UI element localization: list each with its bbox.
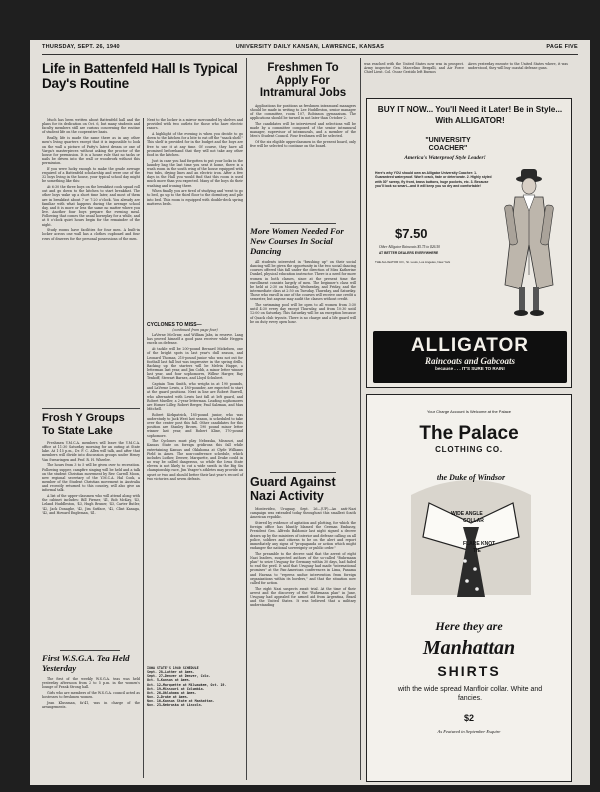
paragraph: The first of the weekly W.S.G.A. teas was held yesterday afternoon from 2 to 5 p.m. in the women's lounge of Frank Strong hall. (42, 677, 140, 690)
paragraph: Freshmen Y.M.C.A. members will leave the Y.M.C.A. office at 11:30 Saturday morning for an outing at State lake. At 1:15 p.m., Dr. F. C. Allen will talk, and after that members will divide into discussion groups under Henry Van Swearingen and Prof. R. H. Wheeler. (42, 441, 140, 462)
paragraph: At 6:30 the three boys on the breakfast cook squad roll out and go down to the kitchen to start breakfast. The other boys wake up a short time later, and most of them are in breakfast about 7 or 7:20 o'clock. You already are familiar with what happens during the average school day, and it is more or less the same no matter where you live. Another four boys prepare the evening meal. Following that comes the usual horseplay for a while, and at 8 o'clock quiet hours begin for the remainder of the night. (42, 185, 140, 227)
wsga-story (42, 653, 140, 783)
shirt-description: with the wide spread Manfloir collar. White and fancies. (397, 686, 543, 702)
paragraph: Girls who are members of the W.S.G.A. council acted as hostesses to freshmen women. (42, 691, 140, 700)
schedule-game: Sept. 27—Denver at Denver, Colo. (147, 674, 211, 679)
alligator-brand: ALLIGATOR (410, 335, 530, 356)
callout-wide-angle: WIDE ANGLE (451, 511, 483, 517)
manhattan-brand: Manhattan (422, 637, 516, 659)
frosh-headline: Frosh Y Groups To State Lake (42, 412, 125, 437)
alligator-ad (366, 98, 572, 388)
alligator-banner (373, 331, 567, 383)
paragraph: Montevideo, Uruguay, Sept. 26—(UP)—An anti-Nazi campaign was extended today throughout this smallest South American republic. (250, 507, 356, 520)
paragraph: At tackle will be 200-pound Bernard Mickelsen, one of the bright spots in last year's dull season, and Leonard Thomas, 210-pound junior who was not out for football last fall but was impressive in the spring drills. Backing up the starters will be Melvin Happe, a letterman last year, and Jim Cobb, a minor letter winner last year, and four sophomores, Wilbur Harger, Ray Tenhoff, Stewart Barnes, and Lloyd Schubert. (147, 347, 243, 381)
paragraph: Robert Kirkpatrick, 185-pound junior, who was understudy to Jack West last season, is scheduled to take over the center post this fall. Other candidates for this position are Stanley Brown, 190 pound minor letter winner last year, and Robert Kline, 170-pound sophomore. (147, 412, 243, 438)
paragraph: Much has been written about Battenfeld hall and the plans for its dedication on Oct. 6, but many students and faculty members still are curious concerning the routine of student life on the cooperative basis. (42, 118, 140, 135)
paragraph: The hours from 3 to 5 will be given over to recreation. Following supper, campfire singing will be held and a talk on the student Christian movement by Rev. Carroll Moon, new regional secretary of the Y.M.C.A. Hal Cook, a member of the Student Christian movement in Australia and recently returned to this country, will also give an informal talk. (42, 463, 140, 493)
column-rule (246, 58, 247, 780)
palace-ad (366, 394, 572, 782)
battenfeld-continued (147, 118, 243, 318)
paragraph: was reached with the United States now was in prospect. Army inspector Gen. Marcelino Bergalli, and Air Force Chief Lieut. Col. Oscar Gestido left Buenos (364, 62, 464, 75)
schedule-title: IOWA STATE'S 1940 SCHEDULE (147, 666, 199, 670)
alligator-subtitle: America's Waterproof Style Leader! (404, 155, 486, 161)
newspaper-page (30, 40, 590, 785)
intramural-story (250, 62, 356, 222)
paragraph: Just in case you had forgotten to put your locks in the laundry bag the last time you sent it home, there is a wash room in the south wing of the house equipped with two tubs, drying lines and an electric iron. After a few days in the Hall you would find that this room is used much more than you expected. Many of the boys do their washing and ironing there. (147, 158, 243, 188)
paragraph: When finally you are tired of studying and 'went to go to bed, go up to the third floor to the dormitory and pile into bed. This room is equipped with double-deck spring mattress beds. (147, 189, 243, 206)
paragraph: The preamble to the decree said that the arrest of eight Nazi leaders, suspected authors of the so-called "Buhrmann plan" to seize Uruguay for Germany within 30 days, had failed to end the peril. It said that Uruguay had made "international promises" at the Pan-American conferences in Lima, Panama and Havana to "repress undue intervention from foreign organizations within its borders," and that the situation now called for action. (250, 551, 356, 585)
dancing-story (250, 226, 356, 471)
shirt-price: $2 (463, 713, 474, 723)
intramural-headline: Freshmen To Apply For Intramural Jobs (259, 62, 347, 99)
shirts-label: SHIRTS (437, 663, 501, 679)
paragraph: A list of the upper-classmen who will attend along with the cabinet includes: Bill Firmer, '41, Bob McKay, '43, Leland Huddleston, '43, Hugh Bruner, '43, Carter Butler, '42, Jack Donaghe, '42, Jim Sutface, '42, Clint Kanaga, '42, and Howard Engleman, '41. (42, 494, 140, 515)
story-divider (42, 408, 140, 409)
battenfeld-body (42, 118, 140, 241)
header-rule (42, 54, 578, 55)
nazi-continued (364, 62, 464, 94)
cyclones-story (147, 322, 243, 664)
paragraph: The candidates will be interviewed and selections will be made by a committee composed of the senior intramural manager, supervisor of intramurals, and a member of the Men's Student Council. Four freshmen will be selected. (250, 121, 356, 139)
paragraph: The swimming pool will be open to all women from 3:30 until 4:30 every day except Thursday, and from 10:30 until 12:00 on Saturday. This Saturday will be an exception because of Quack club tryouts. There is no charge and a life guard will be on duty every open hour. (250, 303, 356, 324)
story-divider (60, 650, 120, 651)
shirt-collar-illustration (401, 465, 541, 605)
cyclones-jump-note: (continued from page four) (172, 328, 218, 332)
alligator-headline: BUY IT NOW... You'll Need it Later! Be in Style... With ALLIGATOR! (377, 105, 563, 125)
alligator-price: $7.50 (395, 226, 428, 241)
schedule-game: Oct. 26—Oklahoma at Ames. (147, 690, 197, 695)
palace-welcome: Your Charge Account Is Welcome at the Palace (426, 409, 512, 414)
paragraph: If you were lucky enough to make the grade average required of a Battenfeld scholarship and were one of the 32 boys living in the house, your typical school day might be something like this: (42, 166, 140, 184)
paragraph: Study rooms have facilities for four men. A built-in locker across one wall has a clothes cupboard and four rows of drawers for the personal possessions of the men. (42, 228, 140, 241)
man-in-raincoat-illustration (495, 165, 565, 325)
paragraph: A highlight of the evening is when you decide to go down to the kitchen for a bite to eat off the "snack shelf." This shelf is provided for in the budget and the boys are free to use it at any time. Of course, they have all promised beforehand that they will not take any other food in the kitchen. (147, 132, 243, 157)
issue-date: THURSDAY, SEPT. 26, 1940 (42, 44, 120, 50)
paragraph: Applications for positions as freshmen intramural managers should be made in writing to Lee Huddleston, senior manager of the committee, room 107, Robinson gymnasium. The applications should be turned in not later than October 2. (250, 103, 356, 120)
paragraph: Stirred by evidence of agitation and plotting, for which the foreign office has bluntly blamed the German Embassy, President Gen. Alfredo Baldomir last night signed a decree drawn up by the ministers of interior and defense calling on all police, soldiers and citizens to be on the alert and report immediately any signs of "propaganda or action which might endanger the national sovereignty or public order." (250, 521, 356, 550)
nazi-continued-2 (468, 62, 568, 94)
schedule-game: Oct. 19—Missouri at Columbia. (147, 686, 205, 691)
alligator-other-price: Other Alligator Raincoats $5.75 to $26.50 (379, 245, 440, 249)
battenfeld-headline: Life in Battenfeld Hall Is Typical Day's Routine (42, 61, 238, 91)
cyclones-headline: CYCLONES TO MISS— (147, 322, 202, 328)
callout-tie: TIE (473, 548, 481, 554)
schedule-game: Oct. 12—Marquette at Milwaukee, Oct. 19. (147, 682, 227, 687)
esquire-note: As Featured in September Esquire (437, 729, 501, 734)
schedule-game: Nov. 2—Drake at Ames. (147, 695, 189, 700)
callout-flare-knot: FLARE KNOT (463, 541, 496, 547)
collar-style-name: the Duke of Windsor (436, 473, 506, 482)
callout-collar: COLLAR (463, 518, 484, 524)
schedule-game: Sept. 28—Luther at Ames. (147, 670, 195, 675)
column-rule (143, 118, 144, 778)
alligator-dealers: AT BETTER DEALERS EVERYWHERE (379, 251, 439, 255)
nazi-story (250, 476, 356, 782)
palace-name: The Palace (419, 423, 519, 444)
page-number: PAGE FIVE (546, 44, 578, 50)
alligator-maker: THE ALLIGATOR CO., St. Louis, Los Angeles, New York (375, 260, 451, 264)
masthead: UNIVERSITY DAILY KANSAN, LAWRENCE, KANSAS (235, 44, 385, 50)
schedule-game: Nov. 16—Kansas State at Manhattan. (147, 699, 215, 704)
paragraph: LaVerne McGraw, and William Jabs, in reserve. Lang has proved himself a good pass receiver while Heggen excels on defense. (147, 333, 243, 346)
paragraph: Aires yesterday enroute to the United States where, it was understood, they will buy coastal defense guns. (468, 62, 568, 71)
story-divider (270, 223, 336, 224)
alligator-copy: Here's why YOU should own an Alligator University Coacher: 1. Guaranteed waterproof. Won't crack, fade or deteriorate. 2. Highly styled with 30" sweep, fly front, brass buttons, huge pockets, etc. 3. Because you'll look so smart—and it will keep you so dry and comfortable! (375, 171, 492, 188)
paragraph: The eight Nazi suspects await trial. At the time of their arrest and the discovery of the "Buhrmann plan" in June, Uruguay had appealed for armed aid from Argentina, Brazil and the United States. It was believed that a military understanding (250, 586, 356, 608)
alligator-model: "UNIVERSITY COACHER" (425, 137, 471, 152)
paragraph: Really, life is made the same there as in any other men's living quarters except that it is impossible to look on the wall a picture of Patty's latest dream or one of Varga's masterpieces without asking the proctor of the house for permission. It is a house rule that no tacks or nails be driven into the wall or woodwork without this permission. (42, 136, 140, 166)
dancing-headline: More Women Needed For New Courses In Social Dancing (250, 226, 344, 256)
nazi-headline: Guard Against Nazi Activity (250, 475, 336, 503)
column-rule (360, 58, 361, 780)
frosh-story (42, 412, 140, 647)
alligator-tagline: Raincoats and Gabcoats (424, 356, 515, 366)
paragraph: Captain Tom Smith, who weighs in at 190 pounds, and LaVerne Lewis, a 180-pounder, are expected to start at the guard positions. Next in line are Robert Burrell, who alternated with Lewis last fall at left guard, and Robert Mueller, a 2-year letterman. Leading sophomores are Homer Lilley, Robert Berger, Paul Salzman, and Max Mitchell. (147, 382, 243, 411)
schedule-box (147, 666, 243, 784)
schedule-game: Oct. 5—Kansas at Ames. (147, 678, 191, 683)
paragraph: All students interested in "brushing up" on their social dancing will be given the opportunity in the two social dancing courses offered this fall under the direction of Miss Katherine Dunkel, physical education instructor. There is a need for more women in both classes, since at the present time the enrollment consists largely of men. The beginner's class will be held at 2:30 on Monday, Wednesday, and Friday, and the intermediate class at 2:50 on Tuesday, Thursday, and Saturday. Those who enroll in one of the courses will receive one credit a semester, but anyone may audit the classes without credit. (250, 260, 356, 302)
palace-subname: CLOTHING CO. (435, 445, 503, 454)
alligator-slogan: because . . . IT'S SURE TO RAIN! (435, 366, 505, 371)
wsga-headline: First W.S.G.A. Tea Held Yesterday (42, 653, 130, 673)
paragraph: The Cyclones must play Nebraska, Missouri, and Kansas State on foreign gridirons this fall while entertaining Kansas and Oklahoma at Clyde Williams Field in Ames. The non-conference schedule, which includes Luther, Denver, Marquette, and Drake could in no way be called dangerous, so while the Iowa State eleven is not likely to cut a wide swath in the Big Six championship race, Jim Yeager's athletes may provide an upset or two and should better their last year's record of two victories and seven defeats. (147, 439, 243, 481)
here-they-are: Here they are (435, 619, 503, 633)
schedule-game: Nov. 23—Nebraska at Lincoln. (147, 703, 203, 708)
paragraph: Jean Klussman, fa'41, was in charge of the arrangements. (42, 700, 140, 710)
story-divider (270, 472, 336, 473)
paragraph: Of the six eligible upperclassmen in the present board, only five will be selected to continue on the board. (250, 139, 356, 149)
paragraph: Next to the locker is a mirror surrounded by shelves and provided with two outlets for those who have electric razors. (147, 118, 243, 131)
